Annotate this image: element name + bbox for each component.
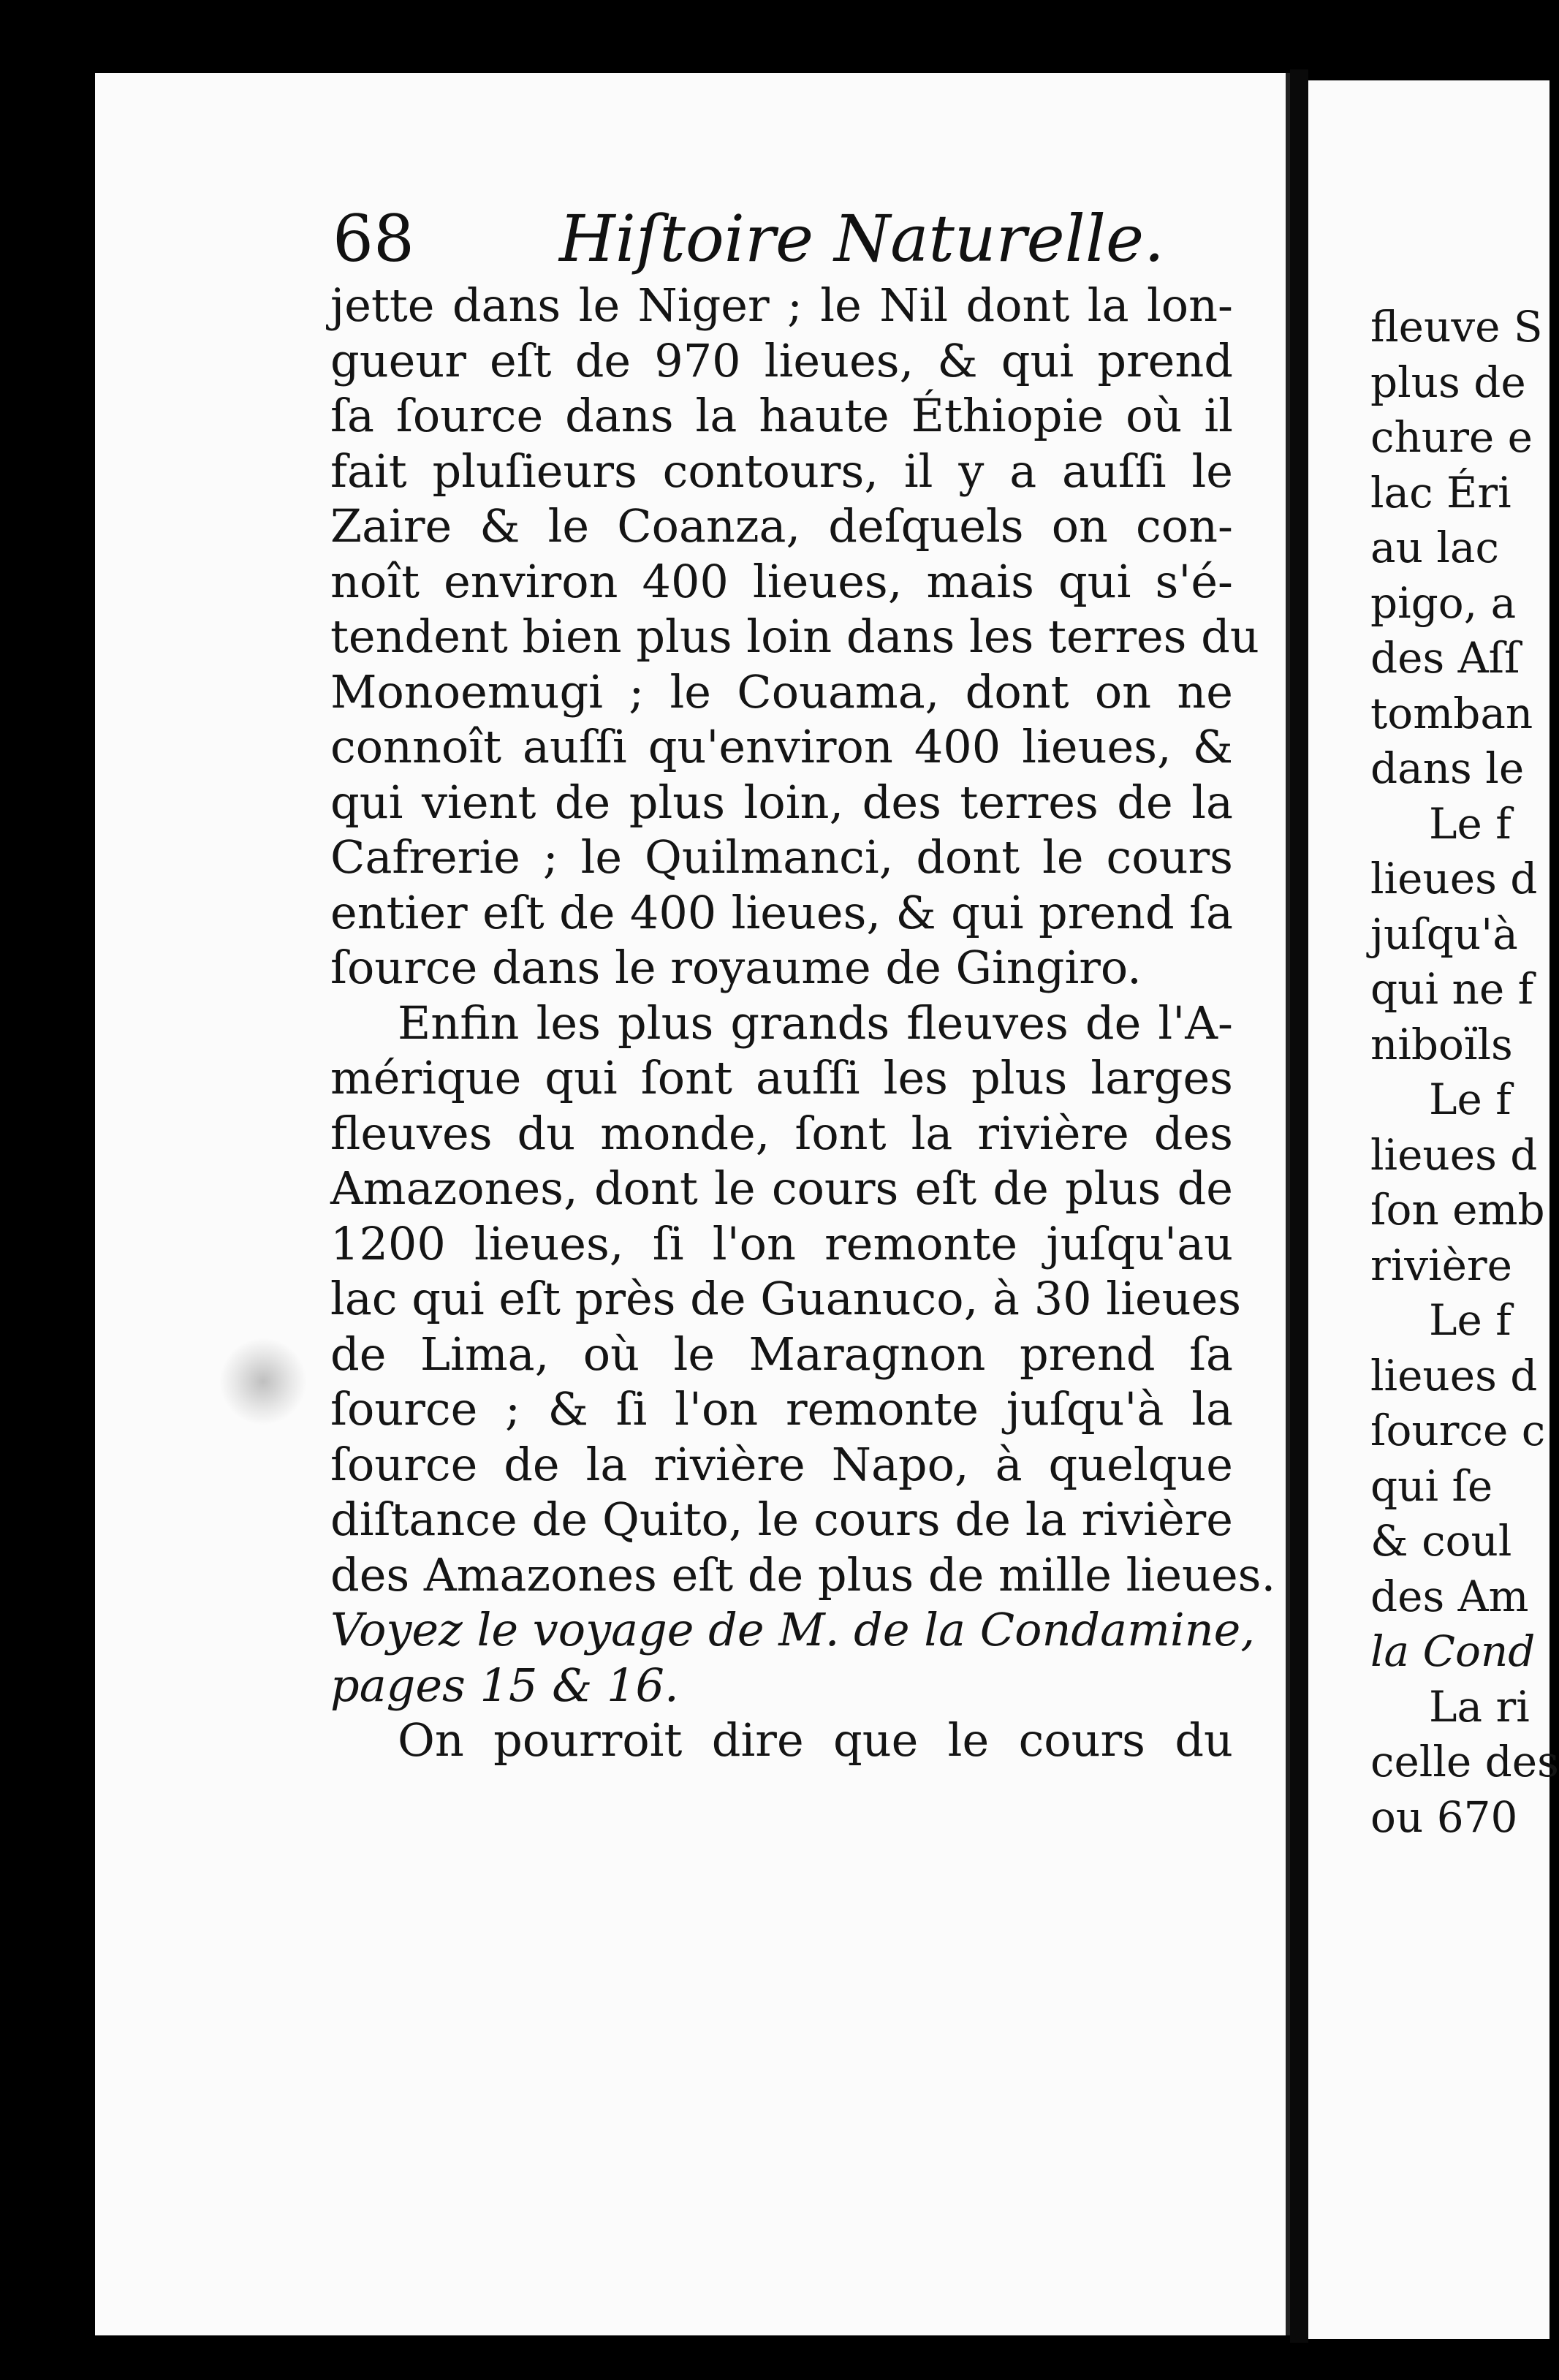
citation-line: Voyez le voyage de M. de la Condamine,: [330, 1603, 1256, 1656]
text-line: des Aſſ: [1370, 633, 1520, 683]
citation-line: pages 15 & 16.: [330, 1658, 679, 1712]
paragraph-start-line: Le f: [1429, 1075, 1511, 1124]
ink-smudge: [219, 1338, 307, 1425]
text-line: ſource dans le royaume de Gingiro.: [330, 941, 1142, 994]
citation-line: la Cond: [1370, 1626, 1536, 1676]
text-line: qui vient de plus loin, des terres de la: [330, 775, 1233, 829]
text-line: plus de: [1370, 357, 1526, 407]
text-line: rivière: [1370, 1240, 1512, 1290]
left-body-text: [330, 278, 1276, 1768]
text-line: ſa ſource dans la haute Éthiopie où il: [330, 389, 1233, 442]
text-line: fleuves du monde, ſont la rivière des: [330, 1106, 1233, 1160]
paragraph-start-line: La ri: [1429, 1681, 1530, 1732]
text-line: lieues d: [1370, 854, 1538, 903]
paragraph-start-line: Le f: [1429, 798, 1511, 849]
text-line: niboïls: [1370, 1019, 1513, 1069]
text-line: des Amazones eſt de plus de mille lieues.: [330, 1547, 1276, 1602]
text-line: celle des: [1370, 1737, 1559, 1786]
text-line: lac qui eſt près de Guanuco, à 30 lieues: [330, 1272, 1242, 1325]
text-line: tendent bien plus loin dans les terres du: [330, 610, 1259, 663]
text-line: entier eſt de 400 lieues, & qui prend ſa: [330, 885, 1233, 939]
text-line: pigo, a: [1370, 577, 1517, 628]
text-line: Zaire & le Coanza, deſquels on con-: [330, 499, 1233, 553]
book-gutter: [1290, 69, 1308, 2343]
text-line: 1200 lieues, ſi l'on remonte juſqu'au: [330, 1216, 1233, 1270]
text-line: chure e: [1370, 412, 1533, 462]
text-line: Amazones, dont le cours eſt de plus de: [330, 1161, 1233, 1215]
paragraph-start-line: Enfin les plus grands fleuves de l'A-: [398, 996, 1233, 1050]
text-line: jette dans le Niger ; le Nil dont la lon-: [330, 278, 1233, 332]
text-line: fait pluſieurs contours, il y a auſſi le: [330, 444, 1233, 498]
text-line: gueur eſt de 970 lieues, & qui prend: [330, 333, 1233, 387]
text-line: Monoemugi ; le Couama, dont on ne: [330, 664, 1233, 719]
text-line: qui ne f: [1370, 964, 1534, 1014]
page-header: [333, 199, 1246, 279]
text-line: lac Éri: [1370, 467, 1511, 518]
text-line: au lac: [1370, 523, 1499, 572]
text-line: & coul: [1370, 1516, 1512, 1566]
text-line: noît environ 400 lieues, mais qui s'é-: [330, 554, 1233, 608]
text-line: Cafrerie ; le Quilmanci, dont le cours: [330, 830, 1233, 884]
text-line: ou 670: [1370, 1792, 1518, 1842]
text-line: juſqu'à: [1370, 909, 1518, 959]
text-line: lieues d: [1370, 1129, 1538, 1180]
text-line: des Am: [1370, 1571, 1529, 1621]
running-title: Hiſtoire Naturelle.: [559, 201, 1165, 276]
paragraph-start-line: On pourroit dire que le cours du: [398, 1713, 1233, 1767]
text-line: ſource c: [1370, 1406, 1546, 1455]
text-line: ſource de la rivière Napo, à quelque: [330, 1437, 1233, 1491]
text-line: connoît auſſi qu'environ 400 lieues, &: [330, 720, 1233, 773]
text-line: fleuve S: [1370, 302, 1543, 352]
text-line: de Lima, où le Maragnon prend ſa: [330, 1327, 1233, 1381]
paragraph-start-line: Le f: [1429, 1295, 1511, 1345]
text-line: tomban: [1370, 688, 1533, 738]
text-line: lieues d: [1370, 1350, 1538, 1401]
text-line: ſon emb: [1370, 1185, 1545, 1235]
page-number: 68: [333, 201, 414, 276]
text-line: dans le: [1370, 743, 1525, 793]
text-line: mérique qui ſont auſſi les plus larges: [330, 1051, 1233, 1104]
text-line: qui ſe: [1370, 1460, 1493, 1511]
text-line: ſource ; & ſi l'on remonte juſqu'à la: [330, 1382, 1233, 1436]
text-line: diſtance de Quito, le cours de la rivière: [330, 1493, 1233, 1546]
right-body-text: [1370, 300, 1559, 1845]
